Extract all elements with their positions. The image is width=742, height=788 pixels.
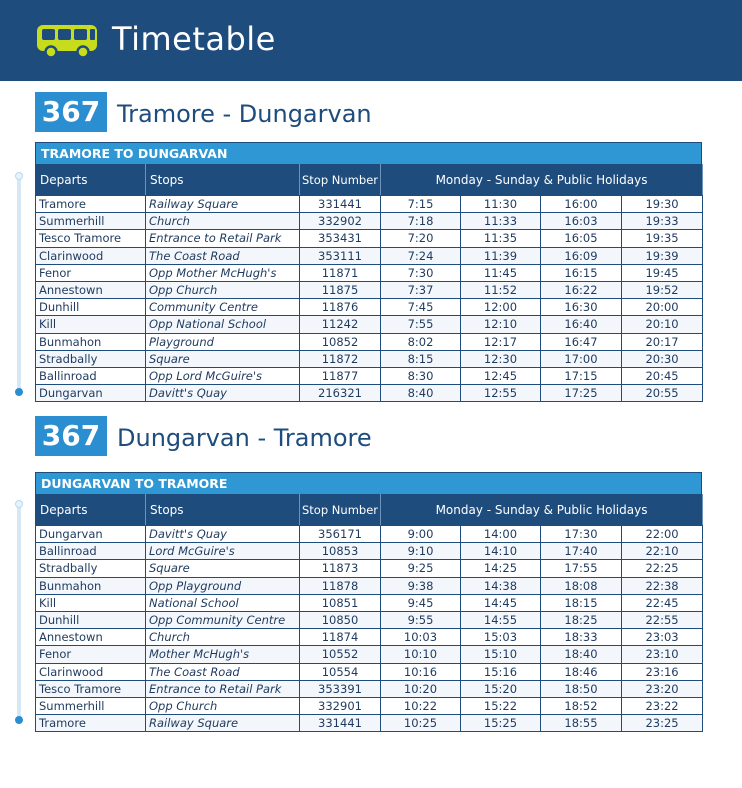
- time-cell: 10:16: [381, 663, 461, 680]
- time-cell: 16:30: [541, 299, 622, 316]
- route-number-badge: 367: [35, 416, 107, 456]
- time-cell: 11:35: [461, 230, 541, 247]
- departs-cell: Annestown: [36, 629, 146, 646]
- time-cell: 7:18: [381, 213, 461, 230]
- stop-number-cell: 11874: [300, 629, 381, 646]
- route-number-badge: 367: [35, 92, 107, 132]
- departs-cell: Fenor: [36, 646, 146, 663]
- time-cell: 16:15: [541, 264, 622, 281]
- direction-bar: TRAMORE TO DUNGARVAN: [35, 142, 702, 164]
- route-section-tramore-dungarvan: [35, 92, 702, 402]
- stop-cell: Square: [146, 350, 300, 367]
- stop-number-cell: 331441: [300, 715, 381, 732]
- time-cell: 16:00: [541, 196, 622, 213]
- departs-cell: Tramore: [36, 196, 146, 213]
- table-row: [36, 247, 703, 264]
- time-cell: 17:30: [541, 526, 622, 543]
- time-cell: 15:20: [461, 680, 541, 697]
- time-cell: 15:22: [461, 697, 541, 714]
- stop-number-cell: 11872: [300, 350, 381, 367]
- stop-number-cell: 332902: [300, 213, 381, 230]
- stop-cell: Lord McGuire's: [146, 543, 300, 560]
- table-row: [36, 385, 703, 402]
- stop-number-cell: 10852: [300, 333, 381, 350]
- departs-cell: Dungarvan: [36, 526, 146, 543]
- time-cell: 11:33: [461, 213, 541, 230]
- time-cell: 14:38: [461, 577, 541, 594]
- time-cell: 18:33: [541, 629, 622, 646]
- time-cell: 14:10: [461, 543, 541, 560]
- route-name: Dungarvan - Tramore: [117, 424, 372, 452]
- time-cell: 11:45: [461, 264, 541, 281]
- time-cell: 11:30: [461, 196, 541, 213]
- departs-cell: Fenor: [36, 264, 146, 281]
- stop-cell: Railway Square: [146, 715, 300, 732]
- time-cell: 17:00: [541, 350, 622, 367]
- departs-cell: Stradbally: [36, 560, 146, 577]
- table-row: [36, 196, 703, 213]
- time-cell: 19:39: [622, 247, 703, 264]
- time-cell: 22:00: [622, 526, 703, 543]
- departs-cell: Summerhill: [36, 697, 146, 714]
- table-row: [36, 213, 703, 230]
- time-cell: 20:17: [622, 333, 703, 350]
- col-header-days: Monday - Sunday & Public Holidays: [381, 495, 703, 526]
- time-cell: 10:10: [381, 646, 461, 663]
- departs-cell: Dungarvan: [36, 385, 146, 402]
- table-row: [36, 543, 703, 560]
- departs-cell: Ballinroad: [36, 543, 146, 560]
- time-cell: 19:30: [622, 196, 703, 213]
- stop-cell: Mother McHugh's: [146, 646, 300, 663]
- time-cell: 14:45: [461, 594, 541, 611]
- time-cell: 10:20: [381, 680, 461, 697]
- time-cell: 20:45: [622, 367, 703, 384]
- time-cell: 15:10: [461, 646, 541, 663]
- table-row: [36, 526, 703, 543]
- time-cell: 22:45: [622, 594, 703, 611]
- departs-cell: Kill: [36, 316, 146, 333]
- stop-cell: Entrance to Retail Park: [146, 680, 300, 697]
- route-line-graphic: [15, 172, 23, 398]
- stop-number-cell: 11875: [300, 281, 381, 298]
- time-cell: 18:52: [541, 697, 622, 714]
- time-cell: 16:05: [541, 230, 622, 247]
- time-cell: 18:40: [541, 646, 622, 663]
- time-cell: 7:30: [381, 264, 461, 281]
- time-cell: 11:52: [461, 281, 541, 298]
- time-cell: 15:03: [461, 629, 541, 646]
- time-cell: 7:45: [381, 299, 461, 316]
- route-line-graphic: [15, 500, 23, 726]
- time-cell: 16:22: [541, 281, 622, 298]
- stop-number-cell: 10851: [300, 594, 381, 611]
- col-header-stop-number: Stop Number: [300, 495, 381, 526]
- stop-cell: Church: [146, 213, 300, 230]
- time-cell: 18:25: [541, 611, 622, 628]
- stop-cell: Opp Playground: [146, 577, 300, 594]
- time-cell: 7:37: [381, 281, 461, 298]
- route-line: [17, 504, 21, 720]
- route-name: Tramore - Dungarvan: [117, 100, 372, 128]
- table-row: [36, 646, 703, 663]
- stop-number-cell: 356171: [300, 526, 381, 543]
- time-cell: 10:25: [381, 715, 461, 732]
- stop-number-cell: 11876: [300, 299, 381, 316]
- route-end-dot: [15, 716, 23, 724]
- table-row: [36, 264, 703, 281]
- time-cell: 23:16: [622, 663, 703, 680]
- time-cell: 9:25: [381, 560, 461, 577]
- route-heading: [35, 92, 702, 136]
- time-cell: 23:22: [622, 697, 703, 714]
- stop-cell: Railway Square: [146, 196, 300, 213]
- departs-cell: Dunhill: [36, 611, 146, 628]
- time-cell: 17:55: [541, 560, 622, 577]
- col-header-departs: Departs: [36, 165, 146, 196]
- time-cell: 9:55: [381, 611, 461, 628]
- time-cell: 8:40: [381, 385, 461, 402]
- stop-number-cell: 10552: [300, 646, 381, 663]
- time-cell: 10:22: [381, 697, 461, 714]
- stop-cell: Church: [146, 629, 300, 646]
- time-cell: 17:40: [541, 543, 622, 560]
- stop-cell: National School: [146, 594, 300, 611]
- route-end-dot: [15, 388, 23, 396]
- time-cell: 12:45: [461, 367, 541, 384]
- time-cell: 22:55: [622, 611, 703, 628]
- table-row: [36, 316, 703, 333]
- time-cell: 17:15: [541, 367, 622, 384]
- stop-cell: Entrance to Retail Park: [146, 230, 300, 247]
- bus-icon: [36, 24, 98, 58]
- time-cell: 18:50: [541, 680, 622, 697]
- stop-cell: Opp Church: [146, 697, 300, 714]
- stop-cell: Opp National School: [146, 316, 300, 333]
- stop-number-cell: 11873: [300, 560, 381, 577]
- time-cell: 9:10: [381, 543, 461, 560]
- direction-bar: DUNGARVAN TO TRAMORE: [35, 472, 702, 494]
- time-cell: 10:03: [381, 629, 461, 646]
- route-start-dot: [15, 500, 23, 508]
- time-cell: 20:30: [622, 350, 703, 367]
- time-cell: 18:46: [541, 663, 622, 680]
- time-cell: 12:30: [461, 350, 541, 367]
- time-cell: 8:02: [381, 333, 461, 350]
- table-row: [36, 281, 703, 298]
- stop-cell: Davitt's Quay: [146, 526, 300, 543]
- col-header-departs: Departs: [36, 495, 146, 526]
- time-cell: 14:25: [461, 560, 541, 577]
- time-cell: 9:45: [381, 594, 461, 611]
- time-cell: 7:55: [381, 316, 461, 333]
- route-section-dungarvan-tramore: [35, 416, 702, 732]
- departs-cell: Stradbally: [36, 350, 146, 367]
- time-cell: 19:35: [622, 230, 703, 247]
- table-row: [36, 367, 703, 384]
- timetable-body: [36, 196, 703, 402]
- departs-cell: Clarinwood: [36, 247, 146, 264]
- stop-number-cell: 216321: [300, 385, 381, 402]
- table-row: [36, 299, 703, 316]
- time-cell: 23:25: [622, 715, 703, 732]
- time-cell: 11:39: [461, 247, 541, 264]
- time-cell: 19:45: [622, 264, 703, 281]
- time-cell: 22:38: [622, 577, 703, 594]
- time-cell: 16:40: [541, 316, 622, 333]
- time-cell: 19:33: [622, 213, 703, 230]
- time-cell: 15:16: [461, 663, 541, 680]
- stop-number-cell: 11871: [300, 264, 381, 281]
- stop-cell: Opp Lord McGuire's: [146, 367, 300, 384]
- col-header-stop-number: Stop Number: [300, 165, 381, 196]
- time-cell: 7:20: [381, 230, 461, 247]
- table-row: [36, 577, 703, 594]
- departs-cell: Kill: [36, 594, 146, 611]
- time-cell: 19:52: [622, 281, 703, 298]
- departs-cell: Tramore: [36, 715, 146, 732]
- time-cell: 20:10: [622, 316, 703, 333]
- route-start-dot: [15, 172, 23, 180]
- stop-number-cell: 11877: [300, 367, 381, 384]
- time-cell: 9:38: [381, 577, 461, 594]
- page-title: Timetable: [112, 20, 276, 58]
- col-header-stops: Stops: [146, 165, 300, 196]
- stop-cell: Square: [146, 560, 300, 577]
- departs-cell: Annestown: [36, 281, 146, 298]
- stop-cell: Opp Mother McHugh's: [146, 264, 300, 281]
- stop-number-cell: 353391: [300, 680, 381, 697]
- route-line: [17, 176, 21, 392]
- time-cell: 12:55: [461, 385, 541, 402]
- time-cell: 14:00: [461, 526, 541, 543]
- departs-cell: Clarinwood: [36, 663, 146, 680]
- departs-cell: Tesco Tramore: [36, 230, 146, 247]
- stop-number-cell: 11242: [300, 316, 381, 333]
- stop-number-cell: 332901: [300, 697, 381, 714]
- table-row: [36, 230, 703, 247]
- stop-number-cell: 10850: [300, 611, 381, 628]
- table-row: [36, 611, 703, 628]
- table-row: [36, 680, 703, 697]
- stop-number-cell: 10853: [300, 543, 381, 560]
- stop-cell: Playground: [146, 333, 300, 350]
- page-header: [0, 0, 742, 81]
- departs-cell: Summerhill: [36, 213, 146, 230]
- time-cell: 12:00: [461, 299, 541, 316]
- time-cell: 12:17: [461, 333, 541, 350]
- departs-cell: Bunmahon: [36, 577, 146, 594]
- stop-cell: Community Centre: [146, 299, 300, 316]
- departs-cell: Ballinroad: [36, 367, 146, 384]
- table-row: [36, 663, 703, 680]
- time-cell: 18:55: [541, 715, 622, 732]
- time-cell: 9:00: [381, 526, 461, 543]
- time-cell: 8:30: [381, 367, 461, 384]
- stop-cell: Opp Community Centre: [146, 611, 300, 628]
- table-row: [36, 715, 703, 732]
- route-heading: [35, 416, 702, 460]
- departs-cell: Tesco Tramore: [36, 680, 146, 697]
- departs-cell: Dunhill: [36, 299, 146, 316]
- stop-number-cell: 11878: [300, 577, 381, 594]
- time-cell: 7:15: [381, 196, 461, 213]
- table-row: [36, 629, 703, 646]
- time-cell: 16:47: [541, 333, 622, 350]
- time-cell: 23:03: [622, 629, 703, 646]
- time-cell: 16:03: [541, 213, 622, 230]
- stop-number-cell: 10554: [300, 663, 381, 680]
- time-cell: 23:10: [622, 646, 703, 663]
- table-row: [36, 350, 703, 367]
- table-row: [36, 333, 703, 350]
- time-cell: 16:09: [541, 247, 622, 264]
- table-row: [36, 697, 703, 714]
- stop-cell: The Coast Road: [146, 247, 300, 264]
- time-cell: 17:25: [541, 385, 622, 402]
- stop-number-cell: 331441: [300, 196, 381, 213]
- stop-cell: Opp Church: [146, 281, 300, 298]
- col-header-stops: Stops: [146, 495, 300, 526]
- stop-number-cell: 353111: [300, 247, 381, 264]
- time-cell: 18:08: [541, 577, 622, 594]
- stop-number-cell: 353431: [300, 230, 381, 247]
- time-cell: 14:55: [461, 611, 541, 628]
- time-cell: 15:25: [461, 715, 541, 732]
- time-cell: 22:10: [622, 543, 703, 560]
- stop-cell: The Coast Road: [146, 663, 300, 680]
- time-cell: 12:10: [461, 316, 541, 333]
- table-row: [36, 594, 703, 611]
- table-row: [36, 560, 703, 577]
- timetable-table: [35, 164, 703, 402]
- departs-cell: Bunmahon: [36, 333, 146, 350]
- timetable-table: [35, 494, 703, 732]
- time-cell: 8:15: [381, 350, 461, 367]
- time-cell: 18:15: [541, 594, 622, 611]
- timetable-body: [36, 526, 703, 732]
- time-cell: 22:25: [622, 560, 703, 577]
- time-cell: 20:00: [622, 299, 703, 316]
- time-cell: 23:20: [622, 680, 703, 697]
- time-cell: 7:24: [381, 247, 461, 264]
- stop-cell: Davitt's Quay: [146, 385, 300, 402]
- col-header-days: Monday - Sunday & Public Holidays: [381, 165, 703, 196]
- time-cell: 20:55: [622, 385, 703, 402]
